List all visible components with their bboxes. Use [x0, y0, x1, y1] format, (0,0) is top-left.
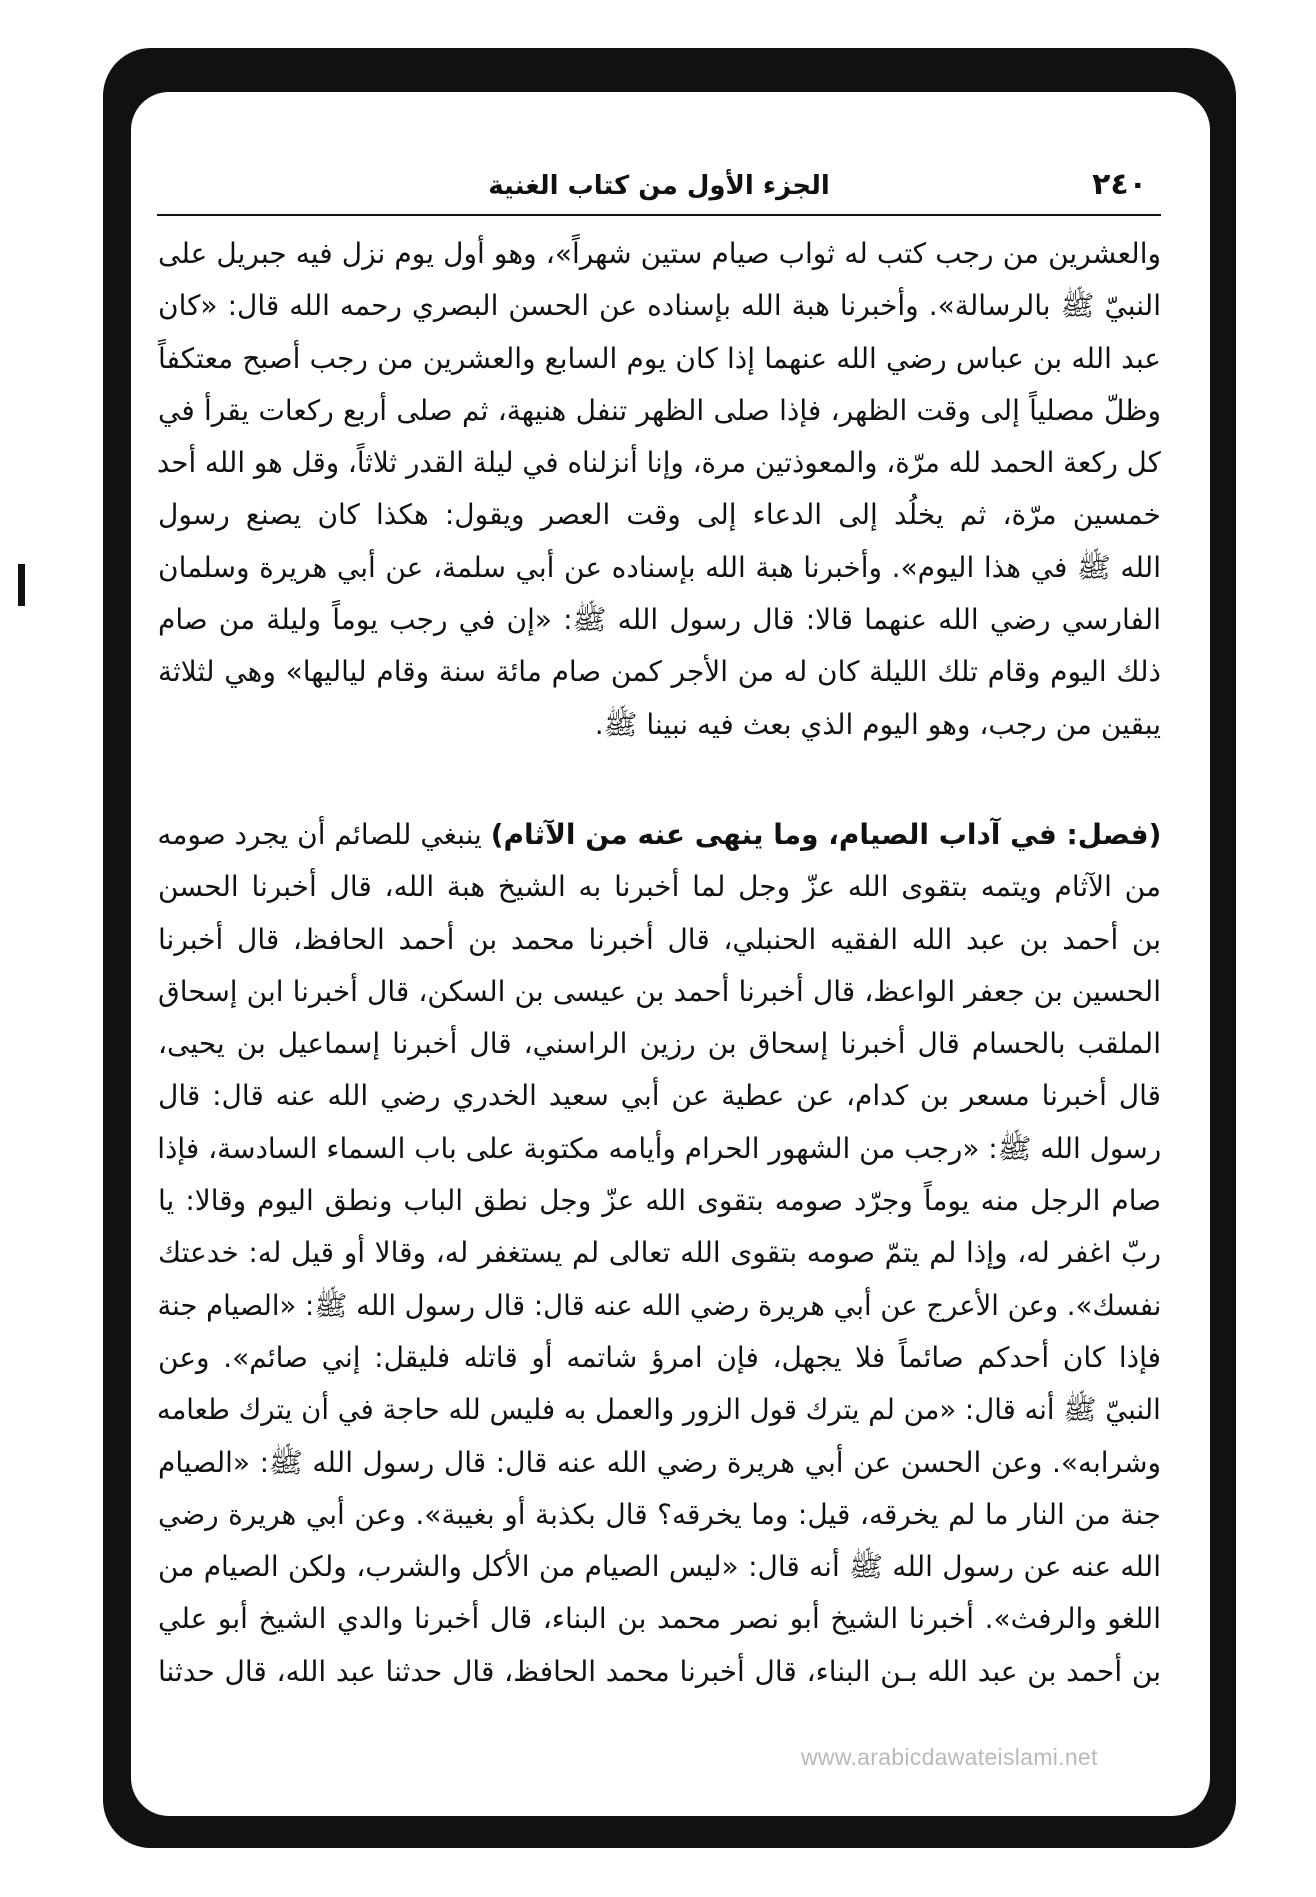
- line-text: وظلّ مصلياً إلى وقت الظهر، فإذا صلى الظهر تنفل هنيهة، ثم صلى أربع ركعات يقرأ في: [158, 393, 1161, 427]
- line-text: ربّ اغفر له، وإذا لم يتمّ صومه بتقوى الله تعالى لم يستغفر له، وقالا أو قيل له: خدعتك: [158, 1236, 1161, 1270]
- text-line: [157, 1175, 1161, 1227]
- header-rule: [157, 214, 1161, 216]
- line-text: رسول الله ﷺ: «رجب من الشهور الحرام وأيامه مكتوبة على باب السماء السادسة، فإذا: [157, 1131, 1161, 1165]
- text-line: [157, 489, 1161, 541]
- line-text: الفارسي رضي الله عنهما قالا: قال رسول الله ﷺ: «إن في رجب يوماً وليلة من صام: [158, 603, 1161, 637]
- line-text: الله عنه عن رسول الله ﷺ أنه قال: «ليس الصيام من الأكل والشرب، ولكن الصيام من: [158, 1550, 1161, 1584]
- text-line: [157, 1541, 1161, 1593]
- line-text: الحسين بن جعفر الواعظ، قال أخبرنا أحمد بن عيسى بن السكن، قال أخبرنا ابن إسحاق: [158, 974, 1161, 1008]
- section-heading: (فصل: في آداب الصيام، وما ينهى عنه من الآثام): [490, 818, 1161, 851]
- text-line: [157, 1437, 1161, 1489]
- line-text: الملقب بالحسام قال أخبرنا إسحاق بن رزين الراسني، قال أخبرنا إسماعيل بن يحيى،: [158, 1027, 1161, 1061]
- line-text: يبقين من رجب، وهو اليوم الذي بعث فيه نبينا ﷺ.: [594, 707, 1161, 741]
- line-text: ذلك اليوم وقام تلك الليلة كان له من الأجر كمن صام مائة سنة وقام لياليها» وهي لثلاثة: [158, 655, 1161, 689]
- text-line: [157, 646, 1161, 698]
- line-text: فإذا كان أحدكم صائماً فلا يجهل، فإن امرؤ شاتمه أو قاتله فليقل: إني صائم». وعن: [158, 1340, 1161, 1374]
- text-line: [157, 1646, 1161, 1698]
- text-line: [157, 914, 1161, 966]
- text-line: [157, 966, 1161, 1018]
- line-text-rest: ينبغي للصائم أن يجرد صومه: [157, 818, 482, 851]
- text-line: [157, 1593, 1161, 1645]
- line-text: عبد الله بن عباس رضي الله عنهما إذا كان يوم السابع والعشرين من رجب أصبح معتكفاً: [158, 341, 1161, 375]
- paragraph-2: [157, 809, 1161, 1698]
- line-text: اللغو والرفث». أخبرنا الشيخ أبو نصر محمد بن البناء، قال أخبرنا والدي الشيخ أبو علي: [158, 1602, 1161, 1636]
- line-text: والعشرين من رجب كتب له ثواب صيام ستين شهراً»، وهو أول يوم نزل فيه جبريل على: [158, 237, 1161, 270]
- text-line: [157, 437, 1161, 489]
- header-title: الجزء الأول من كتاب الغنية: [488, 171, 830, 201]
- running-header: [157, 164, 1161, 208]
- line-text: الله ﷺ في هذا اليوم». وأخبرنا هبة الله بإسناده عن أبي سلمة، عن أبي هريرة وسلمان: [158, 550, 1161, 584]
- line-text: خمسين مرّة، ثم يخلُد إلى الدعاء إلى وقت العصر ويقول: هكذا كان يصنع رسول: [158, 498, 1161, 532]
- watermark: www.arabicdawateislami.net: [801, 1744, 1098, 1770]
- text-line: [157, 385, 1161, 437]
- page-number: ٢٤٠: [1092, 167, 1147, 202]
- line-text: بن أحمد بن عبد الله بـن البناء، قال أخبرنا محمد الحافظ، قال حدثنا عبد الله، قال حدثنا: [158, 1654, 1161, 1688]
- text-line: [157, 809, 1161, 861]
- text-line: [157, 1332, 1161, 1384]
- line-text: النبيّ ﷺ أنه قال: «من لم يترك قول الزور والعمل به فليس لله حاجة في أن يترك طعامه: [157, 1393, 1161, 1427]
- text-line: [157, 1227, 1161, 1279]
- paragraph-1: [157, 228, 1161, 751]
- line-text: من الآثام ويتمه بتقوى الله عزّ وجل لما أخبرنا به الشيخ هبة الله، قال أخبرنا الحسن: [158, 870, 1161, 904]
- line-text: بن أحمد بن عبد الله الفقيه الحنبلي، قال أخبرنا محمد بن أحمد الحافظ، قال أخبرنا: [158, 922, 1161, 956]
- scan-mark: [18, 564, 25, 606]
- line-text: كل ركعة الحمد لله مرّة، والمعوذتين مرة، وإنا أنزلناه في ليلة القدر ثلاثاً، وقل هو الله أحد: [157, 446, 1161, 480]
- text-line: [157, 1018, 1161, 1070]
- line-text: النبيّ ﷺ بالرسالة». وأخبرنا هبة الله بإسناده عن الحسن البصري رحمه الله قال: «كان: [158, 289, 1161, 323]
- text-line: [157, 280, 1161, 332]
- text-line: [157, 1384, 1161, 1436]
- line-text: نفسك». وعن الأعرج عن أبي هريرة رضي الله عنه قال: قال رسول الله ﷺ: «الصيام جنة: [157, 1288, 1161, 1322]
- text-line: [157, 1280, 1161, 1332]
- line-text: جنة من النار ما لم يخرقه، قيل: وما يخرقه؟ قال بكذبة أو بغيبة». وعن أبي هريرة رضي: [158, 1497, 1161, 1531]
- text-line: [157, 861, 1161, 913]
- text-line: [157, 1123, 1161, 1175]
- text-line: [157, 542, 1161, 594]
- line-text: وشرابه». وعن الحسن عن أبي هريرة رضي الله عنه قال: قال رسول الله ﷺ: «الصيام: [158, 1445, 1161, 1479]
- line-text: قال أخبرنا مسعر بن كدام، عن عطية عن أبي سعيد الخدري رضي الله عنه قال: قال: [158, 1079, 1161, 1113]
- line-text: صام الرجل منه يوماً وجرّد صومه بتقوى الله عزّ وجل نطق الباب ونطق اليوم وقالا: يا: [158, 1184, 1161, 1218]
- text-line: [157, 1489, 1161, 1541]
- text-line-last: [157, 699, 1161, 751]
- line-text: [157, 809, 1161, 861]
- text-line: [157, 1070, 1161, 1122]
- text-line: [157, 333, 1161, 385]
- text-line: [157, 594, 1161, 646]
- text-line: [157, 228, 1161, 280]
